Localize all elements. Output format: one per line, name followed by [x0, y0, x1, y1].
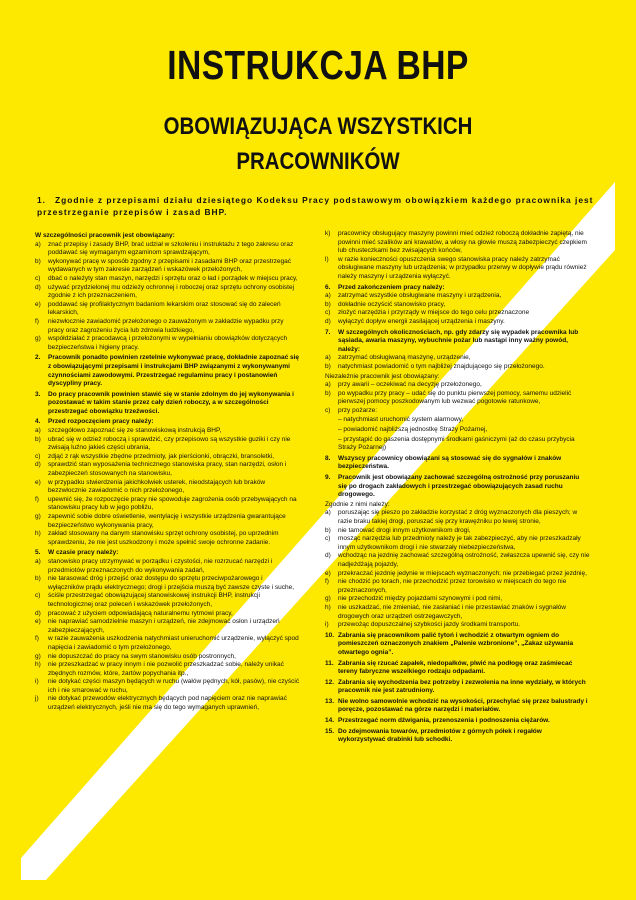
- numbered-rule: [325, 698, 590, 715]
- item-label: 14.: [325, 717, 335, 725]
- item-label: 11.: [325, 659, 334, 667]
- subtitle-line-1: OBOWIĄZUJĄCA WSZYSTKICH: [163, 113, 473, 140]
- item-label: b): [325, 300, 331, 308]
- right-column: [325, 230, 590, 745]
- item-text: Pracownik ponadto powinien rzetelnie wykonywać pracę, dokładnie zapoznać się z obowiązującymi przepisami i instrukcjami BHP związanymi z wykonywanymi czynnościami zawodowymi. Przestrzegać regulaminu pracy i postanowień dyscypliny pracy.: [48, 354, 300, 388]
- item-label: 2.: [35, 354, 41, 362]
- list-item: [325, 363, 590, 372]
- item-label: c): [325, 309, 331, 317]
- list-item: [325, 407, 590, 416]
- list-item: [35, 275, 300, 284]
- item-text: współdziałać z pracodawcą i przełożonymi w wypełnianiu obowiązków dotyczących bezpieczeństwa i higieny pracy.: [48, 335, 288, 351]
- paragraph: Zgodnie z nimi należy:: [325, 500, 390, 508]
- list-item: [325, 527, 590, 536]
- item-text: stanowisko pracy utrzymywać w porządku i czystości, nie rozrzucać narzędzi i przedmiotów przeznaczonych do wykonywania zadań,: [48, 557, 273, 574]
- item-text: zatrzymać wszystkie obsługiwane maszyny i urządzenia,: [338, 292, 502, 300]
- item-label: 5.: [35, 549, 41, 557]
- item-label: 8.: [325, 454, 331, 462]
- item-text: ściśle przestrzegać obowiązującej stanowiskowej instrukcji BHP, instrukcji technologicznej oraz poleceń i wskazówek przełożonych,: [48, 592, 260, 608]
- item-text: nie chodzić po torach, nie przechodzić przez torowisko w miejscach do tego nie przeznaczonych,: [338, 578, 567, 594]
- list-item: [325, 318, 590, 327]
- sign-panel: [21, 20, 615, 880]
- list-item: [35, 318, 300, 335]
- numbered-rule: [325, 660, 590, 677]
- list-item: [35, 258, 300, 275]
- list-item: [325, 292, 590, 301]
- list-item: [35, 678, 300, 695]
- subtitle-line-2: PRACOWNIKÓW: [236, 148, 400, 175]
- item-label: 3.: [35, 390, 41, 398]
- item-label: a): [325, 354, 331, 362]
- item-label: c): [35, 592, 41, 600]
- item-text: nie tarasować dróg i przejść oraz dostępu do sprzętu przeciwpożarowego i wyłączników prądu elektrycznego; drogi i przejścia muszą być zawsze czyste i suche,: [48, 575, 295, 591]
- list-item: [35, 653, 300, 662]
- item-text: nie dotykać części maszyn będących w ruchu (wałów pędnych, kół, pasów), nie czyścić ich i nie smarować w ruchu,: [48, 678, 300, 694]
- list-item: [325, 509, 590, 526]
- list-item: [35, 558, 300, 575]
- item-label: a): [35, 240, 41, 248]
- item-text: Do pracy pracownik powinien stawić się w stanie zdolnym do jej wykonywania i pozostawać w takim stanie przez cały dzień roboczy, a w szczególności przestrzegać obowiązku trzeźwości.: [48, 390, 294, 415]
- item-text: w przypadku stwierdzenia jakichkolwiek usterek, nieodstających lub braków bezzwłocznie zawiadomić o nich przełożonego,: [48, 478, 266, 495]
- item-label: 4.: [35, 418, 41, 426]
- item-text: Zabrania się rzucać zapałek, niedopałków, plwić na podłogę oraz zaśmiecać tereny fabryczne wszelkiego rodzaju odpadami.: [338, 659, 573, 676]
- list-item: [35, 661, 300, 678]
- item-text: zdjąć z rąk wszystkie zbędne przedmioty, jak pierścionki, obrączki, bransoletki,: [48, 452, 275, 460]
- item-label: a): [325, 509, 331, 517]
- item-label: d): [35, 461, 41, 469]
- list-item: [325, 535, 590, 552]
- item-text: wykonywać pracę w sposób zgodny z przepisami i zasadami BHP oraz przestrzegać wydawanych w tym zakresie zarządzeń i wskazówek przełożonych,: [48, 257, 292, 274]
- list-item: [35, 479, 300, 496]
- list-item: [325, 354, 590, 363]
- item-text: po wypadku przy pracy – udać się do punktu pierwszej pomocy, samemu udzielić pierwszej pomocy poszkodowanym lub wezwać pogotowie ratunkowe,: [338, 389, 572, 406]
- item-text: przy awarii – oczekiwać na decyzję przełożonego,: [338, 381, 482, 389]
- paragraph: Niezależnie pracownik jest obowiązany:: [325, 372, 440, 380]
- list-item: [35, 453, 300, 462]
- item-label: g): [35, 335, 41, 343]
- list-item: [325, 578, 590, 595]
- numbered-rule: [35, 354, 300, 388]
- item-text: wyłączyć dopływ energii zasilającej urządzenia i maszyny.: [338, 317, 505, 325]
- item-text: niezwłocznie zawiadomić przełożonego o zauważonym w zakładzie wypadku przy pracy oraz zagrożeniu życia lub zdrowia ludzkiego,: [48, 317, 284, 334]
- item-text: przy pożarze:: [338, 406, 378, 414]
- item-text: nie naprawiać samodzielnie maszyn i urządzeń, nie zdejmować osłon i urządzeń zabezpieczających,: [48, 618, 280, 634]
- numbered-rule: [325, 717, 590, 726]
- item-text: Przed zakończeniem pracy należy:: [338, 283, 445, 291]
- fire-step: – natychmiast uruchomić system alarmowy,: [338, 416, 464, 424]
- item-label: f): [35, 495, 39, 503]
- item-label: d): [325, 552, 331, 560]
- item-text: przekraczać jezdnię jedynie w miejscach wyznaczonych; nie przebiegać przez jezdnię,: [338, 569, 587, 577]
- item-text: znać przepisy i zasady BHP, brać udział w szkoleniu i instruktażu z tego zakresu oraz poddawać się wymaganym egzaminom sprawdzającym,: [48, 240, 294, 257]
- item-label: b): [325, 526, 331, 534]
- list-item: [35, 610, 300, 619]
- item-label: f): [325, 578, 329, 586]
- item-label: b): [35, 575, 41, 583]
- list-item: [325, 552, 590, 569]
- numbered-rule: [325, 284, 590, 293]
- item-label: g): [35, 652, 41, 660]
- fire-step: – powiadomić najbliższą jednostkę Straży Pożarnej,: [338, 426, 488, 434]
- item-label: 7.: [325, 328, 331, 336]
- item-text: Do zdejmowania towarów, przedmiotów z górnych półek i regałów wykorzystywać drabinki lub schodki.: [338, 727, 542, 744]
- item-text: mosząc narzędzia lub przedmioty należy je tak zabezpieczyć, aby nie przeszkadzały innym użytkownikom drogi i nie stwarzały niebezpieczeństwa,: [338, 535, 581, 551]
- item-text: używać przydzielonej mu odzieży ochronnej i roboczej oraz sprzętu ochrony osobistej zgodnie z ich przeznaczeniem,: [48, 283, 295, 300]
- list-item: [325, 230, 590, 256]
- numbered-rule: [325, 455, 590, 472]
- list-item: [325, 256, 590, 282]
- item-label: 13.: [325, 697, 335, 705]
- item-label: e): [35, 300, 41, 308]
- item-label: c): [325, 406, 331, 414]
- section-heading: W szczególności pracownik jest obowiązany:: [35, 232, 175, 239]
- item-text: Przed rozpoczęciem pracy należy:: [48, 418, 154, 426]
- item-label: 10.: [325, 631, 335, 639]
- list-item: [35, 618, 300, 635]
- item-text: natychmiast powiadomić o tym najbliżej znajdującego się przełożonego.: [338, 362, 545, 370]
- item-label: c): [35, 452, 41, 460]
- item-label: e): [325, 569, 331, 577]
- item-label: b): [325, 389, 331, 397]
- item-text: Nie wolno samowolnie wchodzić na wysokości, przechylać się przez balustrady i poręcze, pozostawać na górze narzędzi i materiałów.: [338, 697, 588, 714]
- item-label: a): [35, 557, 41, 565]
- item-label: g): [325, 595, 331, 603]
- item-label: l): [325, 255, 329, 263]
- list-item: [325, 595, 590, 604]
- list-item: [35, 301, 300, 318]
- list-item: [325, 309, 590, 318]
- item-text: złożyć narzędzia i przyrządy w miejsce do tego celu przeznaczone: [338, 309, 530, 317]
- item-label: a): [325, 381, 331, 389]
- item-text: Przestrzegać norm dźwigania, przenoszenia i podnoszenia ciężarów.: [338, 717, 550, 725]
- list-item: [35, 335, 300, 352]
- item-text: Zabrania się wychodzenia bez potrzeby i zezwolenia na inne wydziały, w których pracownik nie jest zatrudniony.: [338, 678, 586, 695]
- item-label: f): [35, 635, 39, 643]
- item-label: e): [35, 478, 41, 486]
- item-text: zapewnić sobie dobre oświetlenie, wentylację i wszystkie urządzenia gwarantujące bezpieczeństwo wykonywania pracy,: [48, 513, 286, 529]
- numbered-rule: [35, 391, 300, 417]
- item-text: Pracownik jest obowiązany zachować szczególną ostrożność przy poruszaniu się po drogach zakładowych i przestrzegać obowiązujących zasad ruchu drogowego.: [338, 474, 580, 499]
- item-text: szczegółowo zapoznać się ze stanowiskową instrukcją BHP,: [48, 427, 222, 435]
- list-item: [35, 695, 300, 712]
- item-label: 12.: [325, 678, 335, 686]
- instruction-title: INSTRUKCJA BHP: [167, 42, 469, 88]
- item-text: pracownicy obsługujący maszyny powinni mieć odzież roboczą dokładnie zapiętą, nie powinni mieć szalików ani krawatów, a włosy na głowie muszą zabezpieczyć czepkiem lub chusteczkami bez zwisających końców,: [338, 230, 587, 255]
- item-text: nie tamować drogi innym użytkownikom drogi,: [338, 526, 471, 534]
- item-text: zatrzymać obsługiwaną maszynę, urządzenie,: [338, 354, 471, 362]
- numbered-rule: [325, 329, 590, 355]
- numbered-rule: [325, 474, 590, 500]
- numbered-rule: [325, 632, 590, 658]
- item-text: nie przeszkadzać w pracy innym i nie pozwolić przeszkadzać sobie, należy unikać zbędnych rozmów, które, żartów popychania itp.,: [48, 661, 284, 677]
- item-label: c): [325, 535, 331, 543]
- item-label: h): [35, 530, 41, 538]
- item-label: f): [35, 317, 39, 325]
- intro-text: Zgodnie z przepisami działu dziesiątego Kodeksu Pracy podstawowym obowiązkiem każdego pracownika jest przestrzeganie przepisów i zasad BHP.: [37, 195, 594, 217]
- item-text: nie dotykać przewodów elektrycznych będących pod napięciem oraz nie naprawiać urządzeń elektrycznych, jeśli nie ma się do tego wymaganych uprawnień,: [48, 695, 287, 712]
- item-label: e): [35, 618, 41, 626]
- list-item: [325, 381, 590, 390]
- item-text: upewnić się, że rozpoczęcie pracy nie spowoduje zagrożenia osób przebywających na stanowisku pracy lub w jego pobliżu,: [48, 495, 297, 512]
- item-label: a): [35, 427, 41, 435]
- numbered-rule: [325, 728, 590, 745]
- item-label: i): [35, 678, 39, 686]
- item-text: nie dopuszczać do pracy na swym stanowisku osób postronnych,: [48, 652, 236, 660]
- item-text: W szczególnych okolicznościach, np. gdy zdarzy się wypadek pracownika lub sąsiada, awaria maszyny, wybuchnie pożar lub nastąpi inny ważny powód, należy:: [338, 328, 579, 353]
- item-label: 6.: [325, 283, 331, 291]
- numbered-rule: [325, 679, 590, 696]
- list-item: [35, 496, 300, 513]
- item-label: b): [35, 435, 41, 443]
- item-text: Wszyscy pracownicy obowiązani są stosować się do sygnałów i znaków bezpieczeństwa.: [338, 454, 562, 471]
- item-text: Zabrania się pracownikom palić tytoń i wchodzić z otwartym ogniem do pomieszczeń oznaczonych znakiem „Palenie wzbronione”, „Zakaz używania otwartego ognia”.: [338, 631, 574, 656]
- item-text: sprawdzić stan wyposażenia technicznego stanowiska pracy, stan narzędzi, osłon i zabezpieczeń stosowanych na stanowisku,: [48, 461, 287, 478]
- item-label: g): [35, 513, 41, 520]
- item-label: d): [35, 283, 41, 291]
- item-text: pracować z użyciem odpowiadającą naturalnemu rytmowi pracy,: [48, 609, 233, 617]
- item-text: ubrać się w odzież roboczą i sprawdzić, czy przepisowo są wszystkie guziki i czy nie zwisają luźno jakieś części ubrania,: [48, 435, 291, 452]
- item-label: h): [325, 603, 331, 611]
- item-label: j): [35, 695, 39, 703]
- item-text: nie przechodzić między pojazdami szynowymi i pod nimi,: [338, 595, 503, 603]
- item-label: b): [325, 362, 331, 370]
- item-label: i): [325, 621, 329, 629]
- item-text: przewożąc dopuszczalnej szybkości jazdy środkami transportu.: [338, 621, 521, 629]
- list-item: [35, 575, 300, 592]
- item-text: w razie konieczności opuszczenia swego stanowiska pracy należy zatrzymać obsługiwane maszyny lub urządzenia; w przypadku przerwy w dopływie prądu również należy maszyny i urządzenia wyłączyć.: [338, 255, 587, 280]
- list-item: [325, 604, 590, 621]
- item-text: poruszając się pieszo po zakładzie korzystać z dróg wyznaczonych dla pieszych; w razie braku takiej drogi, poruszać się przy krawężniku po lewej stronie,: [338, 509, 578, 525]
- item-text: nie uszkadzać, nie zmieniać, nie zasłaniać i nie przestawiać znaków i sygnałów drogowych oraz urządzeń ostrzegawczych,: [338, 603, 566, 620]
- list-item: [35, 530, 300, 547]
- list-item: [35, 436, 300, 453]
- numbered-rule: [35, 549, 300, 558]
- list-item: [35, 284, 300, 301]
- list-item: [325, 570, 590, 579]
- fire-step: – przystąpić do gaszenia dostępnymi środkami gaśniczymi (aż do czasu przybycia Straży Pożarnej): [338, 435, 575, 452]
- item-label: d): [35, 609, 41, 617]
- list-item: [35, 461, 300, 478]
- item-label: c): [35, 274, 41, 282]
- left-column: [35, 230, 300, 713]
- item-label: h): [35, 661, 41, 669]
- item-label: 15.: [325, 727, 335, 735]
- item-text: dokładnie oczyścić stanowisko pracy,: [338, 300, 446, 308]
- list-item: [325, 390, 590, 407]
- list-item: [35, 241, 300, 258]
- list-item: [325, 301, 590, 310]
- numbered-rule: [35, 418, 300, 427]
- item-label: d): [325, 317, 331, 325]
- list-item: [35, 513, 300, 530]
- list-item: [35, 592, 300, 609]
- item-label: b): [35, 257, 41, 265]
- list-item: [325, 621, 590, 630]
- list-item: [35, 635, 300, 652]
- item-label: a): [325, 292, 331, 300]
- item-text: dbać o należyty stan maszyn, narzędzi i sprzętu oraz o ład i porządek w miejscu pracy,: [48, 274, 298, 282]
- list-item: [35, 427, 300, 436]
- item-label: 9.: [325, 474, 331, 482]
- item-text: W czasie pracy należy:: [48, 549, 119, 557]
- item-text: wchodząc na jezdnię zachować szczególną ostrożność, zwłaszcza upewnić się, czy nie nadjeżdżają pojazdy,: [338, 552, 590, 568]
- intro-paragraph: [37, 194, 597, 218]
- item-text: poddawać się profilaktycznym badaniom lekarskim oraz stosować się do zaleceń lekarskich,: [48, 300, 281, 317]
- item-label: k): [325, 230, 331, 237]
- item-text: zakład stosowany na danym stanowisku sprzęt ochrony osobistej, po uprzednim sprawdzeniu, że nie jest uszkodzony i może spełnić swoje ochronne zadanie.: [48, 530, 279, 546]
- item-text: w razie zauważenia uszkodzenia natychmiast unieruchomić urządzenie, wyłączyć spod napięcia i zawiadomić o tym przełożonego,: [48, 635, 299, 651]
- intro-number: 1.: [37, 195, 46, 205]
